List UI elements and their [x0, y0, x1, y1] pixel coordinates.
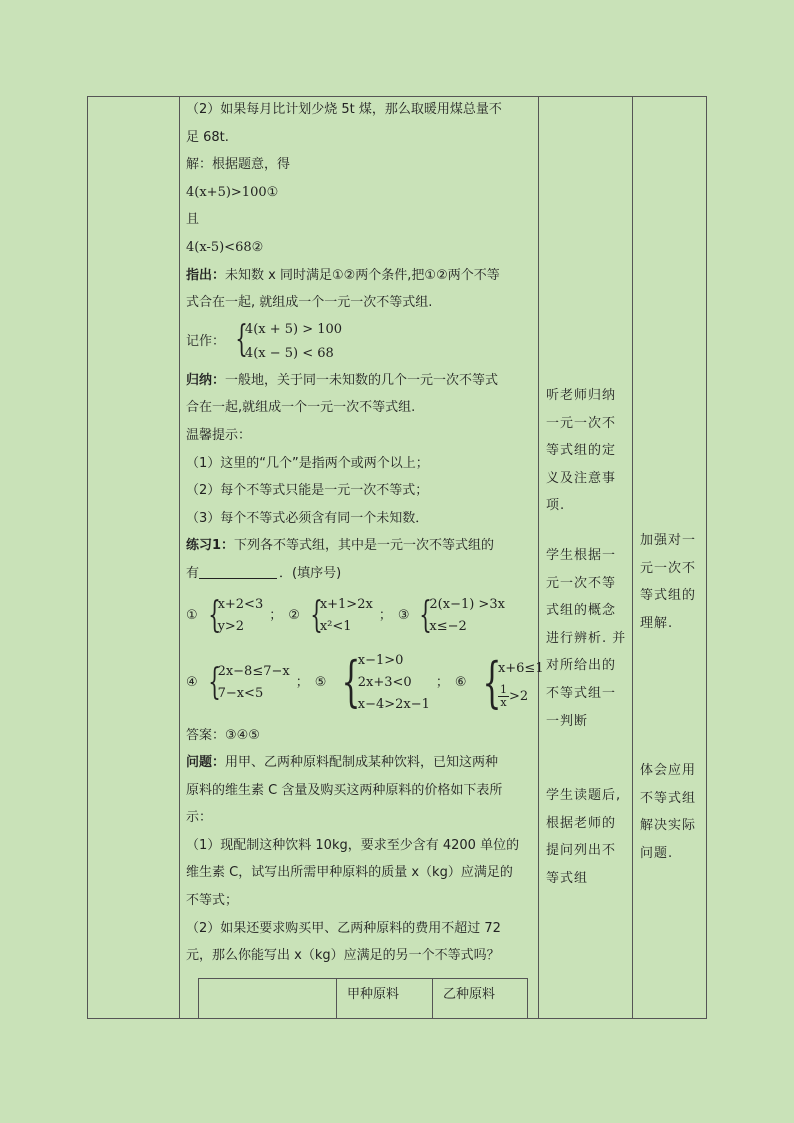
system-2-row-1: x+1>2x — [319, 596, 373, 612]
system-6-row-1: x+6≤1 — [497, 660, 544, 676]
system-5-number: ⑤ — [314, 674, 327, 690]
table-col-border-5 — [706, 97, 707, 1019]
table-bottom-border — [87, 1018, 707, 1019]
system-6-row-2: $\frac{1}{x}$ >2 — [499, 682, 529, 709]
summary-label: 归纳： — [186, 372, 226, 388]
materials-header-b: 乙种原料 — [432, 978, 528, 1018]
system-4 — [198, 661, 290, 705]
table-col-border-3 — [538, 97, 539, 1019]
answer: 答案：③④⑤ — [186, 727, 260, 743]
question-1-line-2: 维生素 C，试写出所需甲种原料的质量 x（kg）应满足的 — [186, 865, 513, 881]
system-3-row-2: x≤−2 — [429, 618, 467, 634]
point-out-line-1 — [186, 262, 534, 290]
solution-label: 解：根据题意，得 — [186, 157, 291, 173]
system-1-row-2: y>2 — [217, 618, 245, 634]
materials-table — [198, 978, 528, 1018]
student-activity-block-1: 听老师归纳 一元一次不 等式组的定 义及注意事 项. — [546, 388, 617, 514]
exercise-line-2: 有 ．(填序号) — [186, 565, 342, 581]
system-2 — [300, 594, 373, 638]
design-intent-block-2: 体会应用 不等式组 解决实际 问题. — [640, 763, 697, 861]
question-1-line-3: 不等式； — [186, 893, 239, 909]
system-6 — [467, 651, 544, 715]
summary-line-2: 合在一起,就组成一个一元一次不等式组. — [186, 400, 416, 416]
student-activity-block-2: 学生根据一 元一次不等 式组的概念 进行辨析. 并 对所给出的 不等式组一 一判断 — [546, 548, 627, 729]
system-4-row-2: 7−x<5 — [217, 685, 264, 701]
student-activity-block-3: 学生读题后, 根据老师的 提问列出不 等式组 — [546, 788, 622, 886]
materials-header-a: 甲种原料 — [336, 978, 432, 1018]
system-2-row-2: x²<1 — [319, 618, 352, 634]
brace-icon: { — [482, 650, 501, 714]
problem-line-1 — [186, 749, 534, 777]
system-3-number: ③ — [397, 607, 410, 623]
system-6-number: ⑥ — [454, 674, 467, 690]
system-5-row-2: 2x+3<0 — [357, 674, 412, 690]
answer-blank[interactable] — [199, 564, 277, 579]
tip-2: （2）每个不等式只能是一元一次不等式； — [186, 483, 429, 499]
exercise-line-1 — [186, 532, 534, 560]
problem-line-3: 示： — [186, 810, 213, 826]
problem-line-2: 原料的维生素 C 含量及购买这两种原料的价格如下表所 — [186, 782, 503, 798]
design-intent-block-1: 加强对一 元一次不 等式组的 理解. — [640, 533, 697, 631]
system-1 — [198, 594, 264, 638]
problem-label: 问题： — [186, 755, 226, 771]
table-col-border-1 — [87, 97, 88, 1019]
tip-1: （1）这里的“几个”是指两个或两个以上； — [186, 455, 429, 471]
system-2-number: ② — [288, 607, 300, 623]
systems-row-2: ④ { 2x−8≤7−x 7−x<5 ； ⑤ { x−1>0 2x+3<0 x−4>2x−1 ； ⑥ { x+6≤1 $\frac{1}{x}$ >2 — [186, 649, 544, 714]
summary-text: 一般地，关于同一未知数的几个一元一次不等式 — [225, 372, 499, 388]
denote-system — [186, 317, 534, 367]
table-col-border-4 — [632, 97, 633, 1019]
table-col-border-2 — [179, 97, 180, 1019]
system-4-number: ④ — [186, 674, 198, 690]
denote-row-1: 4(x + 5) > 100 — [244, 321, 343, 337]
system-5-row-1: x−1>0 — [357, 652, 404, 668]
brace-icon: { — [341, 649, 361, 713]
system-1-row-1: x+2<3 — [217, 596, 264, 612]
brace-icon: { — [207, 661, 221, 703]
fraction: $\frac{1}{x}$ — [499, 682, 507, 709]
problem-text: 用甲、乙两种原料配制成某种饮料，已知这两种 — [225, 755, 499, 771]
denote-system-body — [225, 318, 342, 366]
tips-label: 温馨提示： — [186, 427, 252, 443]
inequality-1: 4(x+5)>100① — [186, 184, 279, 200]
point-out-text: 未知数 x 同时满足①②两个条件,把①②两个不等 — [225, 267, 500, 283]
exercise-text: 下列各不等式组，其中是一元一次不等式组的 — [234, 538, 495, 554]
question-1-line-1: （1）现配制这种饮料 10kg，要求至少含有 4200 单位的 — [186, 837, 520, 853]
systems-row-1: ① { x+2<3 y>2 ； ② { x+1>2x x²<1 ； ③ { 2(x−1) >3x x≤−2 — [186, 594, 505, 636]
question-2-line-2: 足 68t. — [186, 129, 229, 145]
system-4-row-1: 2x−8≤7−x — [217, 663, 290, 679]
teaching-content-column — [186, 96, 544, 970]
system-1-number: ① — [186, 607, 198, 623]
denote-label: 记作： — [186, 333, 226, 349]
system-5 — [326, 650, 430, 716]
brace-icon: { — [207, 594, 221, 636]
brace-icon: { — [235, 318, 248, 360]
denote-row-2: 4(x − 5) < 68 — [244, 345, 334, 361]
tip-3: （3）每个不等式必须含有同一个未知数． — [186, 510, 429, 526]
question-2b-line-2: 元，那么你能写出 x（kg）应满足的另一个不等式吗？ — [186, 948, 500, 964]
brace-icon: { — [310, 594, 323, 636]
question-2b-line-1: （2）如果还要求购买甲、乙两种原料的费用不超过 72 — [186, 920, 501, 936]
system-3 — [409, 594, 504, 638]
materials-header-empty — [198, 978, 336, 1018]
exercise-label: 练习1： — [186, 538, 235, 554]
and-label: 且 — [186, 212, 200, 228]
brace-icon: { — [419, 594, 433, 636]
question-2-line-1: （2）如果每月比计划少烧 5t 煤，那么取暖用煤总量不 — [186, 102, 502, 117]
system-5-row-3: x−4>2x−1 — [357, 696, 430, 712]
summary-line-1 — [186, 367, 534, 395]
point-out-label: 指出： — [186, 267, 226, 283]
system-3-row-1: 2(x−1) >3x — [429, 596, 505, 612]
inequality-2: 4(x-5)<68② — [186, 239, 264, 255]
point-out-line-2: 式合在一起, 就组成一个一元一次不等式组. — [186, 295, 433, 311]
